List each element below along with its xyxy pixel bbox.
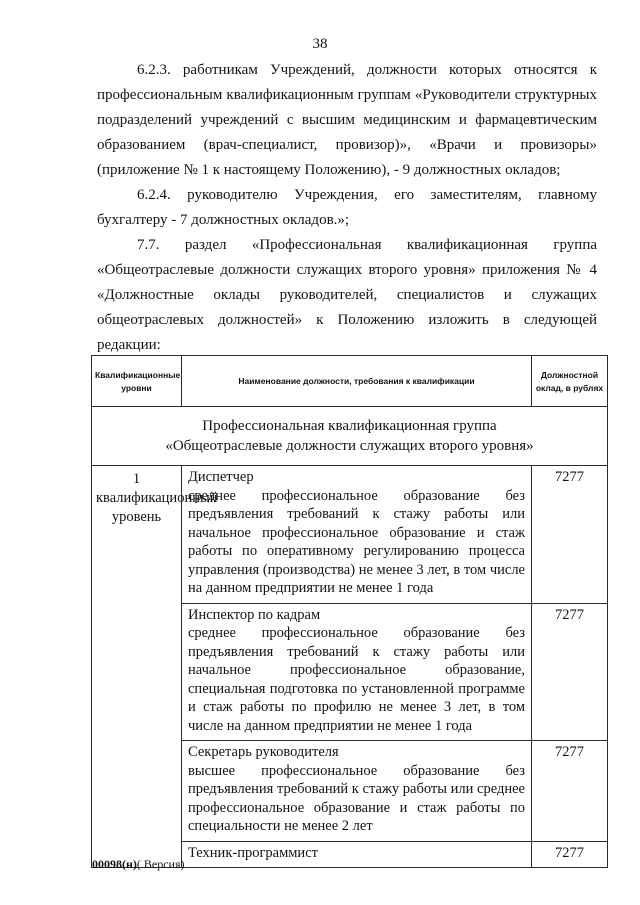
qualification-table <box>91 355 608 868</box>
level-cell: 1 квалификационный уровень <box>92 466 182 868</box>
position-requirements: среднее профессиональное образование без предъявления требований к стажу работы или начальное профессиональное образование и стаж работы по оперативному регулированию процесса управления (производства) не менее 3 лет, в том числе на данном предприятии не менее 1 года <box>188 487 525 596</box>
footer <box>92 857 185 872</box>
position-title: Инспектор по кадрам <box>188 606 321 623</box>
table-header-row <box>92 356 608 407</box>
position-cell <box>182 466 532 604</box>
paragraph-7-7: 7.7. раздел «Профессиональная квалификационная группа «Общеотраслевые должности служащих второго уровня» приложения № 4 «Должностные оклады руководителей, специалистов и служащих общеотраслевых должностей» к Положению изложить в следующей редакции: <box>97 237 597 353</box>
position-title: Диспетчер <box>188 469 254 485</box>
header-salary: Должностной оклад, в рублях <box>532 356 608 407</box>
salary-cell: 7277 <box>532 466 608 604</box>
group-title-row <box>92 407 608 466</box>
position-cell <box>182 603 532 741</box>
paragraph-6-2-4: 6.2.4. руководителю Учреждения, его заместителям, главному бухгалтеру - 7 должностных окладов.»; <box>97 187 597 228</box>
position-cell <box>182 741 532 842</box>
page-number: 38 <box>312 36 328 52</box>
group-title-line2: «Общеотраслевые должности служащих второго уровня» <box>165 438 534 454</box>
position-title: Секретарь руководителя <box>188 744 339 760</box>
position-title: Техник-программист <box>188 844 318 861</box>
salary-cell: 7277 <box>532 741 608 842</box>
position-requirements: среднее профессиональное образование без предъявления требований к стажу работы или начальное профессиональное образование, специальная подготовка по установленной программе и стаж работы по профилю не менее 3 лет, в том числе на данном предприятии не менее 1 года <box>188 625 525 734</box>
position-cell <box>182 841 532 868</box>
header-position: Наименование должности, требования к квалификации <box>182 356 532 407</box>
salary-cell: 7277 <box>532 841 608 868</box>
paragraph-6-2-3: 6.2.3. работникам Учреждений, должности которых относятся к профессиональным квалификационным группам «Руководители структурных подразделений учреждений с высшим медицинским и фармацевтическим образованием (врач-специалист, провизор)», «Врачи и провизоры» (приложение № 1 к настоящему Положению), - 9 должностных окладов; <box>97 62 597 178</box>
group-title <box>92 407 608 466</box>
footer-code: 00098(н) <box>92 857 137 871</box>
position-requirements: высшее профессиональное образование без предъявления требований к стажу работы или среднее профессиональное образование и стаж работы по специальности не менее 2 лет <box>188 762 525 834</box>
table-row <box>92 466 608 604</box>
salary-cell: 7277 <box>532 603 608 741</box>
footer-version: ( Версия) <box>136 857 185 871</box>
header-level: Квалификационные уровни <box>92 356 182 407</box>
group-title-line1: Профессиональная квалификационная группа <box>202 418 497 434</box>
